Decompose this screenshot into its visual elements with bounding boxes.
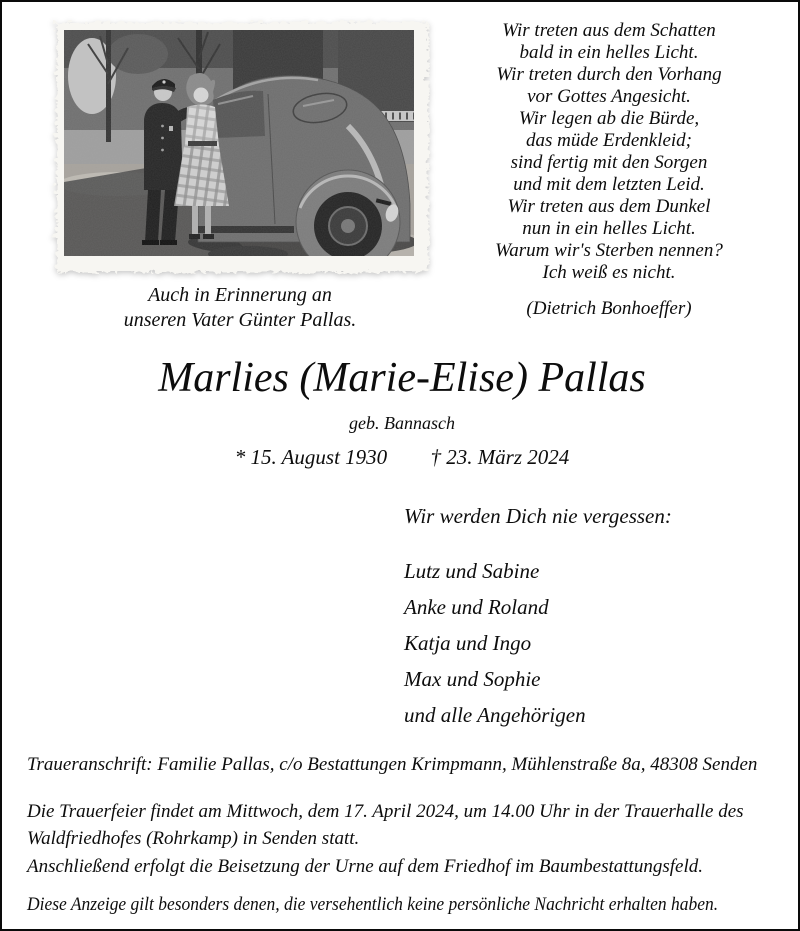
mourners-intro: Wir werden Dich nie vergessen: — [404, 504, 672, 528]
memorial-poem — [426, 20, 792, 320]
mourner-name: und alle Angehörigen — [404, 703, 586, 727]
memorial-photo — [48, 14, 432, 278]
funeral-service-info: Die Trauerfeier findet am Mittwoch, dem 17. April 2024, um 14.00 Uhr in der Trauerhalle des Waldfriedhofes (Rohrkamp) in Senden statt. — [27, 801, 744, 849]
photo-caption-line1: Auch in Erinnerung an — [148, 284, 332, 306]
mourner-name: Katja und Ingo — [404, 631, 532, 655]
death-date: † 23. März 2024 — [430, 445, 570, 469]
mourning-address: Traueranschrift: Familie Pallas, c/o Bestattungen Krimpmann, Mühlenstraße 8a, 48308 Senden — [27, 754, 758, 775]
poem-line: Wir legen ab die Bürde, — [518, 108, 700, 129]
photo-caption — [48, 283, 432, 333]
poem-line: bald in ein helles Licht. — [519, 42, 699, 63]
poem-line: Wir treten durch den Vorhang — [496, 64, 722, 85]
deceased-name: Marlies (Marie-Elise) Pallas — [158, 355, 646, 401]
poem-line: nun in ein helles Licht. — [522, 218, 696, 239]
mourner-name: Max und Sophie — [404, 667, 541, 691]
photo-caption-line2: unseren Vater Günter Pallas. — [123, 309, 357, 331]
mourner-name: Anke und Roland — [404, 595, 549, 619]
maiden-name: geb. Bannasch — [349, 413, 455, 433]
poem-line: vor Gottes Angesicht. — [527, 86, 691, 107]
poem-line: und mit dem letzten Leid. — [513, 174, 705, 195]
poem-line: Warum wir's Sterben nennen? — [495, 240, 723, 261]
poem-line: Ich weiß es nicht. — [542, 262, 676, 283]
life-dates — [2, 445, 800, 470]
poem-line: Wir treten aus dem Schatten — [502, 20, 716, 41]
poem-line: Wir treten aus dem Dunkel — [507, 196, 711, 217]
burial-info: Anschließend erfolgt die Beisetzung der Urne auf dem Friedhof im Baumbestattungsfeld. — [27, 856, 703, 877]
poem-attribution: (Dietrich Bonhoeffer) — [526, 298, 692, 319]
memorial-photo-illustration — [48, 14, 432, 278]
mourner-name: Lutz und Sabine — [404, 559, 540, 583]
mourners-block — [404, 504, 784, 733]
notice-line: Diese Anzeige gilt besonders denen, die versehentlich keine persönliche Nachricht erhalten haben. — [27, 894, 719, 915]
birth-date: * 15. August 1930 — [234, 445, 388, 469]
poem-line: das müde Erdenkleid; — [525, 130, 693, 151]
poem-line: sind fertig mit den Sorgen — [510, 152, 708, 173]
